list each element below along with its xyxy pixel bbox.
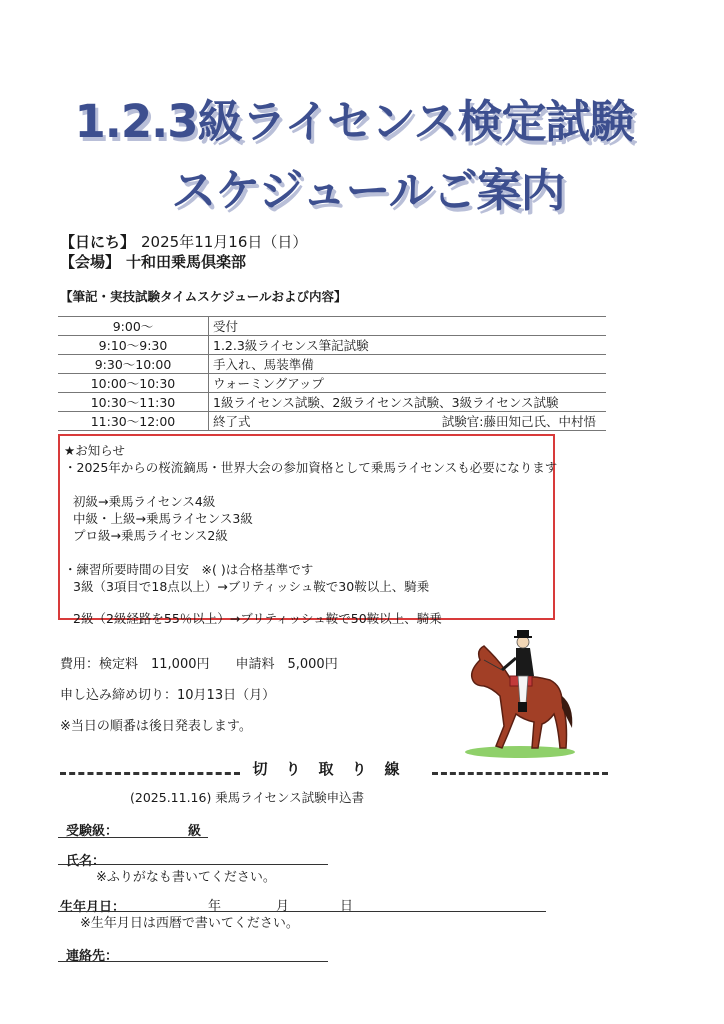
notice-line: ・2025年からの桜流鏑馬・世界大会の参加資格として乗馬ライセンスも必要になります [64,460,558,475]
schedule-item [209,374,607,393]
page-title-line2: スケジュールご案内 [171,164,565,217]
schedule-time: 9:30～10:00 [58,355,209,374]
page-title-line1: 1.2.3級ライセンス検定試験 [74,95,634,148]
practice-grade-3: 3級（3項目で18点以上）→ブリティッシュ鞍で30鞍以上、騎乗 [73,579,430,594]
name-note: ※ふりがなも書いてください。 [96,870,276,885]
schedule-item [209,355,607,374]
cut-line [60,760,608,779]
deadline-text: 申し込み締め切り：10月13日（月） [60,688,276,703]
schedule-time: 10:30～11:30 [58,393,209,412]
level-mapping: 初級→乗馬ライセンス4級 [73,494,216,509]
horse-rider-icon [458,630,578,760]
cut-line-label: 切り取り線 [252,760,418,778]
event-date [60,231,307,252]
schedule-item [209,412,607,431]
schedule-heading: 【筆記・実技試験タイムスケジュールおよび内容】 [60,289,347,304]
level-mapping: 中級・上級→乗馬ライセンス3級 [73,511,253,526]
contact-field[interactable] [58,961,328,962]
schedule-item-text: 受付 [213,319,239,334]
notice-heading: ★お知らせ [64,443,125,458]
schedule-item [209,336,607,355]
schedule-row [58,355,606,374]
schedule-item-text: 1級ライセンス試験、2級ライセンス試験、3級ライセンス試験 [213,395,559,410]
order-note: ※当日の順番は後日発表します。 [60,719,252,734]
schedule-row [58,412,606,431]
grade-label: 受験級： [66,824,119,839]
schedule-row [58,374,606,393]
schedule-table [58,316,606,431]
schedule-row [58,317,606,336]
examiner-note: 試験官:藤田知己氏、中村悟 [441,414,596,429]
grade-unit: 級 [188,824,202,839]
schedule-row [58,393,606,412]
schedule-row [58,336,606,355]
event-date-value: 2025年11月16日（日） [141,233,308,251]
event-venue-label: 【会場】 [60,253,121,271]
name-label: 氏名： [66,854,106,869]
dob-label: 生年月日： [60,900,126,915]
schedule-item [209,393,607,412]
schedule-item [209,317,607,336]
cut-line-dash-left [60,772,240,775]
schedule-item-text: 終了式 [213,414,251,429]
name-field[interactable] [58,864,328,865]
cut-line-dash-right [432,772,608,775]
fees-text: 費用：検定料 11,000円 申請料 5,000円 [60,657,338,672]
event-date-label: 【日にち】 [60,233,136,251]
dob-day-unit: 日 [340,899,354,914]
schedule-time: 9:10～9:30 [58,336,209,355]
dob-month-unit: 月 [276,899,290,914]
schedule-time: 9:00～ [58,317,209,336]
schedule-time: 10:00～10:30 [58,374,209,393]
event-venue [60,251,246,272]
dob-note: ※生年月日は西暦で書いてください。 [80,916,299,931]
schedule-time: 11:30～12:00 [58,412,209,431]
grade-field[interactable] [58,837,208,838]
notice-box [58,434,558,626]
contact-label: 連絡先： [66,949,119,964]
practice-grade-2: 2級（2級経路を55％以上）→ブリティッシュ鞍で50鞍以上、騎乗 [73,611,442,626]
event-venue-value: 十和田乗馬倶楽部 [126,253,247,271]
dob-year-unit: 年 [208,899,222,914]
schedule-item-text: 手入れ、馬装準備 [213,357,314,372]
application-form-title: (2025.11.16) 乗馬ライセンス試験申込書 [130,790,365,805]
practice-heading: ・練習所要時間の目安 ※( )は合格基準です [64,562,314,577]
level-mapping: プロ級→乗馬ライセンス2級 [73,528,228,543]
schedule-item-text: ウォーミングアップ [213,376,324,391]
schedule-item-text: 1.2.3級ライセンス筆記試験 [213,338,369,353]
